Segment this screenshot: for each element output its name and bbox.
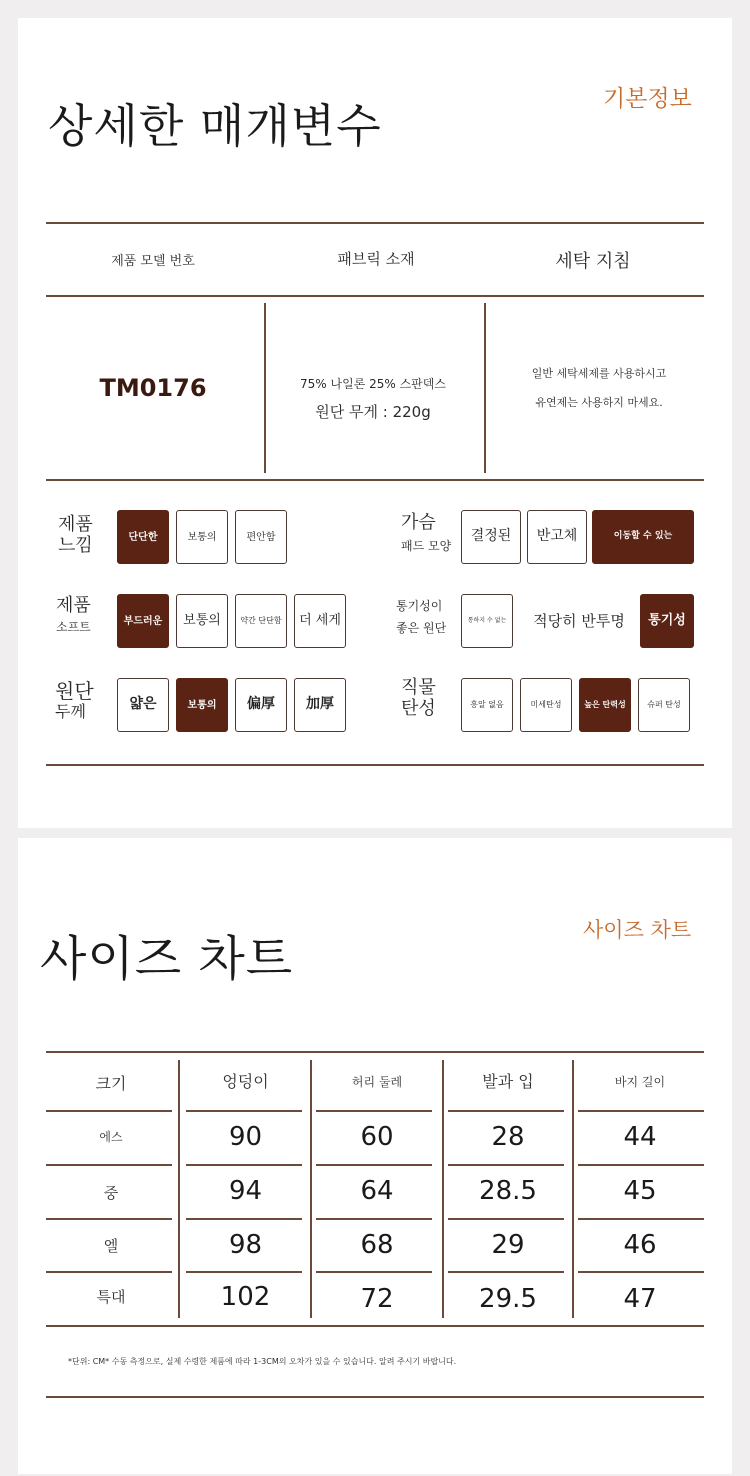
- divider: [46, 1164, 172, 1166]
- header-hip: 엉덩이: [222, 1072, 269, 1091]
- size-name: 특대: [96, 1288, 126, 1306]
- hip-value: 94: [228, 1176, 263, 1206]
- waist-value: 68: [360, 1230, 394, 1260]
- divider: [310, 1060, 312, 1318]
- length-value: 46: [623, 1230, 657, 1260]
- elasticity-option-high: 높은 탄력성: [579, 678, 631, 732]
- divider: [316, 1110, 432, 1112]
- header-hem: 발과 입: [482, 1072, 534, 1091]
- soft-option-harder: 더 세게: [294, 594, 346, 648]
- feel-option-firm: 단단한: [117, 510, 169, 564]
- header-size: 크기: [95, 1074, 127, 1093]
- model-number: TM0176: [99, 374, 207, 402]
- divider: [316, 1218, 432, 1220]
- elasticity-option-none: 흥알 없음: [461, 678, 513, 732]
- divider: [578, 1271, 704, 1273]
- thickness-option-thicker: 偏厚: [235, 678, 287, 732]
- divider: [46, 1110, 172, 1112]
- thickness-option-normal: 보통의: [176, 678, 228, 732]
- soft-option-normal: 보통의: [176, 594, 228, 648]
- divider: [578, 1110, 704, 1112]
- size-name: 엘: [103, 1237, 119, 1255]
- hip-value: 98: [228, 1230, 263, 1260]
- chest-label: 가슴 패드 모양: [401, 512, 452, 553]
- length-value: 44: [623, 1122, 657, 1152]
- divider: [442, 1060, 444, 1318]
- thickness-option-thin: 얇은: [117, 678, 169, 732]
- length-value: 47: [623, 1284, 657, 1314]
- fabric-composition: 75% 나일론 25% 스판덱스: [300, 377, 446, 391]
- feel-option-normal: 보통의: [176, 510, 228, 564]
- chest-option-fixed: 결정된: [461, 510, 521, 564]
- hip-value: 90: [228, 1122, 263, 1152]
- feel-option-comfortable: 편안함: [235, 510, 287, 564]
- soft-option-soft: 부드러운: [117, 594, 169, 648]
- hem-value: 28: [491, 1122, 525, 1152]
- header-length: 바지 길이: [614, 1075, 666, 1089]
- hem-value: 28.5: [479, 1176, 537, 1206]
- header-model: 제품 모델 번호: [111, 254, 195, 269]
- length-value: 45: [623, 1176, 657, 1206]
- waist-value: 64: [360, 1176, 394, 1206]
- divider: [46, 1218, 172, 1220]
- wash-instruction-1: 일반 세탁세제를 사용하시고: [531, 367, 667, 380]
- size-chart-card: [18, 838, 732, 1474]
- size-title: 사이즈 차트: [40, 931, 294, 987]
- size-footnote: *단위: CM* 수동 측정으로, 실제 수령한 제품에 따라 1-3CM의 오차가 있을 수 있습니다. 알려 주시기 바랍니다.: [68, 1357, 457, 1366]
- breath-option-breathable: 통기성: [640, 594, 694, 648]
- soft-option-slightly-firm: 약간 단단함: [235, 594, 287, 648]
- divider: [448, 1271, 564, 1273]
- parameters-card: [18, 18, 732, 828]
- size-name: 에스: [99, 1130, 123, 1144]
- hip-value: 102: [220, 1282, 271, 1312]
- divider: [448, 1110, 564, 1112]
- divider: [316, 1271, 432, 1273]
- divider: [46, 764, 704, 766]
- breath-label: 통기성이 좋은 원단: [396, 599, 447, 635]
- divider: [46, 1051, 704, 1053]
- elasticity-option-super: 슈퍼 탄성: [638, 678, 690, 732]
- divider: [46, 1325, 704, 1327]
- thickness-label: 원단 두께: [55, 679, 94, 721]
- divider: [186, 1271, 302, 1273]
- divider: [484, 303, 486, 473]
- divider: [46, 295, 704, 297]
- divider: [178, 1060, 180, 1318]
- header-waist: 허리 둘레: [351, 1075, 403, 1089]
- divider: [578, 1218, 704, 1220]
- breath-option-moderate: 적당히 반투명: [520, 594, 638, 648]
- size-subtitle: 사이즈 차트: [583, 918, 692, 942]
- header-fabric: 패브릭 소재: [337, 250, 415, 268]
- soft-label: 제품 소프트: [56, 595, 91, 634]
- chest-option-semisolid: 반고체: [527, 510, 587, 564]
- waist-value: 72: [360, 1284, 394, 1314]
- hem-value: 29: [491, 1230, 525, 1260]
- divider: [448, 1164, 564, 1166]
- breath-option-none: 통하지 수 없는: [461, 594, 513, 648]
- divider: [46, 1271, 172, 1273]
- section-subtitle: 기본정보: [603, 86, 692, 112]
- feel-label: 제품 느낌: [58, 514, 93, 556]
- divider: [46, 1396, 704, 1398]
- section-title: 상세한 매개변수: [48, 99, 382, 153]
- chest-option-removable: 이동할 수 있는: [592, 510, 694, 564]
- divider: [186, 1218, 302, 1220]
- divider: [186, 1164, 302, 1166]
- thickness-option-thick: 加厚: [294, 678, 346, 732]
- size-name: 중: [103, 1184, 119, 1202]
- fabric-weight: 원단 무게 : 220g: [315, 403, 431, 421]
- elasticity-option-micro: 미세탄성: [520, 678, 572, 732]
- divider: [578, 1164, 704, 1166]
- divider: [316, 1164, 432, 1166]
- elasticity-label: 직물 탄성: [401, 677, 436, 719]
- divider: [46, 222, 704, 224]
- header-wash: 세탁 지침: [555, 251, 631, 272]
- divider: [186, 1110, 302, 1112]
- divider: [264, 303, 266, 473]
- hem-value: 29.5: [479, 1284, 537, 1314]
- waist-value: 60: [360, 1122, 394, 1152]
- wash-instruction-2: 유연제는 사용하지 마세요.: [535, 396, 663, 409]
- divider: [46, 479, 704, 481]
- divider: [448, 1218, 564, 1220]
- divider: [572, 1060, 574, 1318]
